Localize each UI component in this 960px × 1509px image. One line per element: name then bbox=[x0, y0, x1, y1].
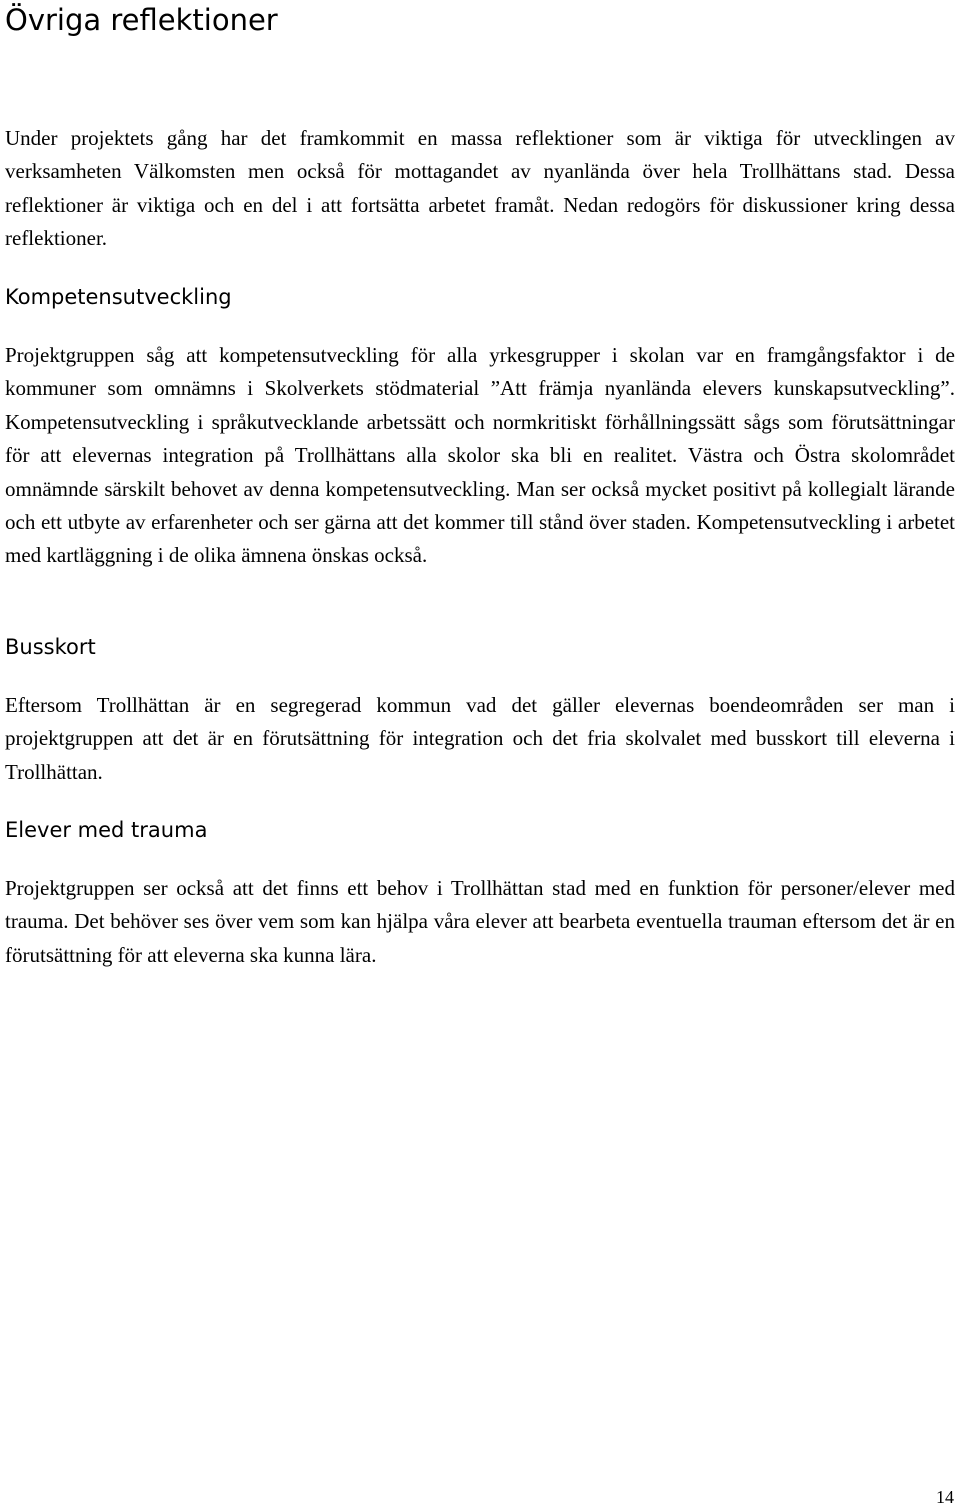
section-body-busskort: Eftersom Trollhättan är en segregerad kommun vad det gäller elevernas boendeområden ser man i projektgruppen att det är en förutsättning för integration och det fria skolvalet med busskort till eleverna i Trollhättan. bbox=[5, 693, 955, 784]
section-body-kompetensutveckling: Projektgruppen såg att kompetensutveckling för alla yrkesgrupper i skolan var en framgångsfaktor i de kommuner som omnämns i Skolverkets stödmaterial ”Att främja nyanlända elevers kunskapsutveckling”. Kompetensutveckling i språkutvecklande arbetssätt och normkritiskt förhållningssätt sågs som förutsättningar för att elevernas integration på Trollhättans alla skolor ska bli en realitet. Västra och Östra skolområdet omnämnde särskilt behovet av denna kompetensutveckling. Man ser också mycket positivt på kollegialt lärande och ett utbyte av erfarenheter och ser gärna att det kommer till stånd över staden. Kompetensutveckling i arbetet med kartläggning i de olika ämnena önskas också. bbox=[5, 343, 955, 568]
section-heading-elever-med-trauma: Elever med trauma bbox=[5, 818, 208, 842]
section-heading-kompetensutveckling: Kompetensutveckling bbox=[5, 285, 232, 309]
section-heading-busskort: Busskort bbox=[5, 635, 96, 659]
section-body-elever-med-trauma: Projektgruppen ser också att det finns ett behov i Trollhättan stad med en funktion för personer/elever med trauma. Det behöver ses över vem som kan hjälpa våra elever att bearbeta eventuella trauman eftersom det är en förutsättning för att eleverna ska kunna lära. bbox=[5, 876, 955, 967]
page-title: Övriga reflektioner bbox=[5, 3, 278, 37]
intro-paragraph: Under projektets gång har det framkommit en massa reflektioner som är viktiga för utvecklingen av verksamheten Välkomsten men också för mottagandet av nyanlända över hela Trollhättans stad. Dessa reflektioner är viktiga och en del i att fortsätta arbetet framåt. Nedan redogörs för diskussioner kring dessa reflektioner. bbox=[5, 126, 955, 251]
page-number: 14 bbox=[936, 1487, 954, 1507]
